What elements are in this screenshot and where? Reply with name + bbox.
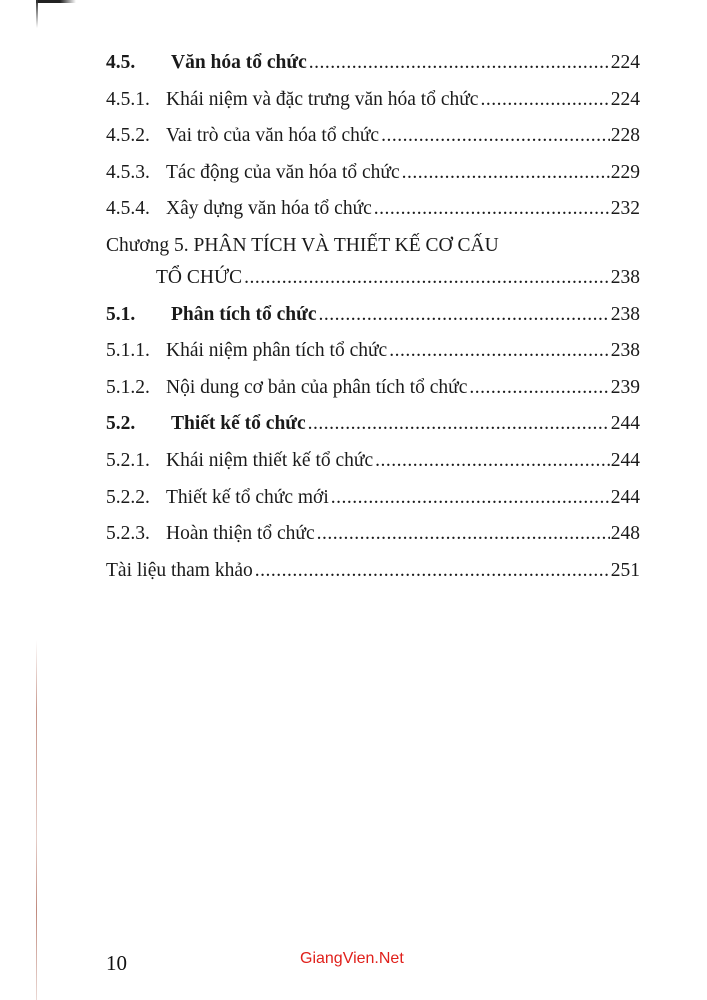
toc-page: 229 [610,161,640,183]
dot-leader [308,413,610,435]
toc-number: 4.5.3. [106,161,150,183]
dot-leader [244,267,610,289]
toc-page: 244 [610,413,640,435]
toc-page: 224 [610,88,640,110]
toc-item-4-5-4 [106,198,640,220]
toc-item-5-1-2 [106,377,640,399]
toc-title: Nội dung cơ bản của phân tích tổ chức [166,376,468,398]
toc-number: 5.2. [106,413,136,435]
toc-number: 5.2.1. [106,449,150,471]
toc-number: 4.5.4. [106,198,150,220]
dot-leader [374,198,610,220]
toc-item-5-2-1 [106,450,640,472]
toc-title: Tài liệu tham khảo [106,559,253,581]
toc-item-5-2-2 [106,487,640,509]
toc-section-5-2 [106,413,640,435]
toc-chapter-5 [106,267,640,289]
page-number: 10 [106,951,127,975]
dot-leader [255,560,610,582]
toc-page: 239 [610,376,640,398]
toc-references [106,560,640,582]
toc-number: 4.5.1. [106,88,150,110]
toc-page: 228 [610,125,640,147]
dot-leader [309,52,610,74]
toc-page: 248 [610,523,640,545]
toc-page: 238 [610,303,640,325]
scan-corner-mark [36,0,76,3]
scan-corner-mark-vertical [36,0,38,28]
toc-page: 244 [610,486,640,508]
toc-number: 5.1.2. [106,376,150,398]
toc-page: 224 [610,52,640,73]
toc-page: 238 [610,340,640,362]
toc-page: 251 [610,559,640,581]
toc-item-5-2-3 [106,523,640,545]
dot-leader [319,304,610,326]
dot-leader [317,523,610,545]
toc-item-4-5-3 [106,162,640,184]
dot-leader [480,89,609,111]
toc-title: Văn hóa tổ chức [171,52,307,73]
toc-item-4-5-2 [106,125,640,147]
toc-number: 5.1.1. [106,340,150,362]
toc-page: 244 [610,449,640,471]
toc-number: 5.2.3. [106,523,150,545]
toc-number: 4.5. [106,52,136,73]
toc-title: Thiết kế tổ chức mới [166,486,329,508]
table-of-contents [106,52,640,596]
dot-leader [402,162,610,184]
toc-title: Tác động của văn hóa tổ chức [166,161,400,183]
dot-leader [331,487,610,509]
toc-title: Vai trò của văn hóa tổ chức [166,125,380,147]
toc-number: 5.1. [106,303,136,325]
toc-page: 238 [610,266,640,288]
dot-leader [389,340,610,362]
toc-number: 5.2.2. [106,486,150,508]
dot-leader [381,125,610,147]
toc-item-5-1-1 [106,340,640,362]
toc-title: Xây dựng văn hóa tổ chức [166,198,372,220]
toc-section-5-1 [106,304,640,326]
toc-number: 4.5.2. [106,125,150,147]
watermark-text: GiangVien.Net [300,950,404,967]
page-edge-line [36,640,37,1000]
dot-leader [469,377,609,399]
toc-title: Hoàn thiện tổ chức [166,523,315,545]
dot-leader [375,450,610,472]
toc-title: Phân tích tổ chức [171,303,317,325]
toc-title: Khái niệm thiết kế tổ chức [166,449,374,471]
toc-section-4-5 [106,52,640,74]
toc-title: Khái niệm và đặc trưng văn hóa tổ chức [166,88,479,110]
toc-page: 232 [610,198,640,220]
toc-chapter-5-title: Chương 5. PHÂN TÍCH VÀ THIẾT KẾ CƠ CẤU [106,234,499,256]
toc-title: Thiết kế tổ chức [171,413,306,435]
toc-title: TỔ CHỨC [156,266,243,288]
toc-item-4-5-1 [106,89,640,111]
toc-title: Khái niệm phân tích tổ chức [166,340,388,362]
